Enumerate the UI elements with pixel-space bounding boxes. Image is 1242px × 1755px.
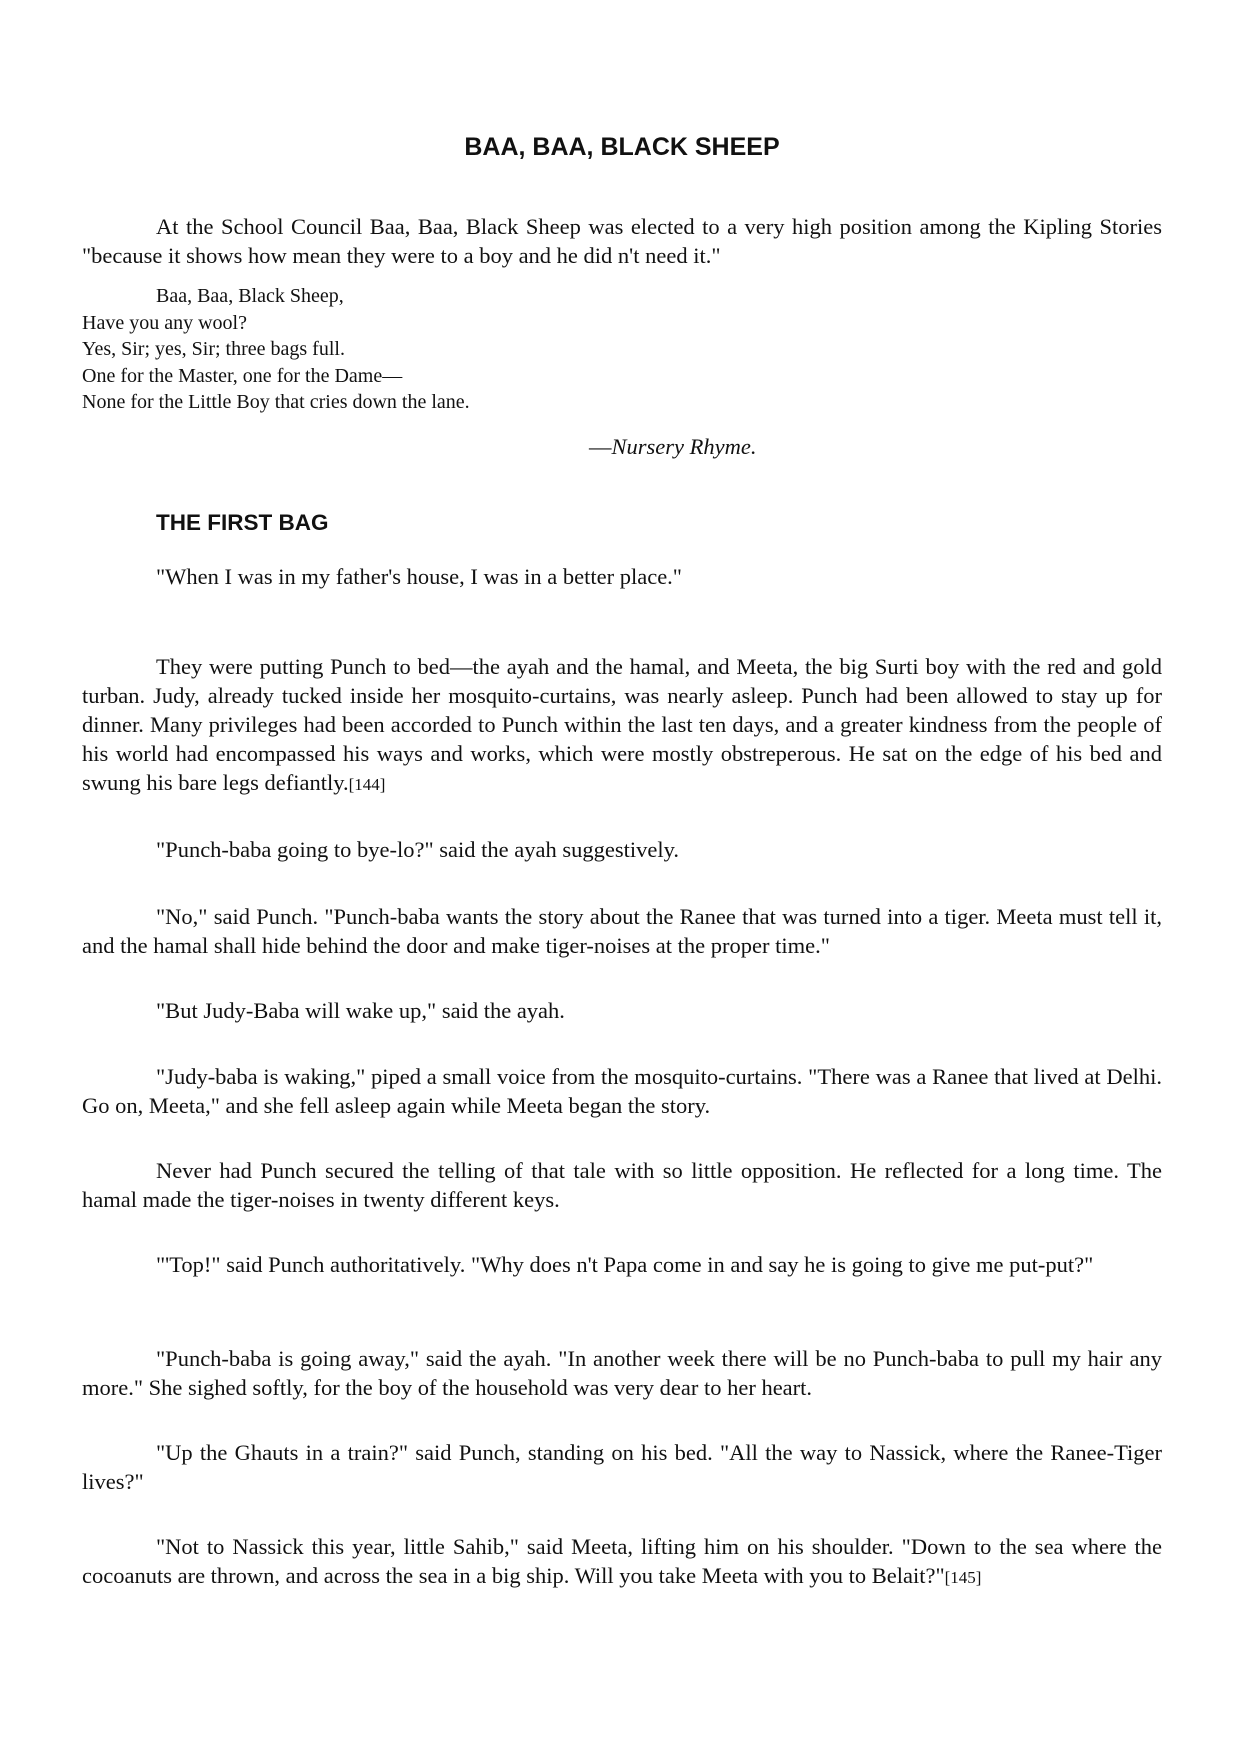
body-paragraph: "Up the Ghauts in a train?" said Punch, standing on his bed. "All the way to Nassick, where the Ranee-Tiger lives?" — [82, 1440, 1162, 1494]
body-paragraph: "Punch-baba is going away," said the ayah. "In another week there will be no Punch-baba to pull my hair any more." She sighed softly, for the boy of the household was very dear to her heart. — [82, 1346, 1162, 1400]
body-paragraph: "Judy-baba is waking," piped a small voice from the mosquito-curtains. "There was a Ranee that lived at Delhi. Go on, Meeta," and she fell asleep again while Meeta began the story. — [82, 1064, 1162, 1118]
attribution-source: Nursery Rhyme. — [611, 434, 757, 459]
document-title: BAA, BAA, BLACK SHEEP — [464, 133, 780, 161]
body-paragraph: "Punch-baba going to bye-lo?" said the ayah suggestively. — [156, 837, 680, 862]
poem-line: Yes, Sir; yes, Sir; three bags full. — [82, 338, 345, 360]
poem-line: Baa, Baa, Black Sheep, — [156, 285, 344, 307]
epigraph-attribution — [589, 432, 756, 461]
paragraph-text: They were putting Punch to bed—the ayah and the hamal, and Meeta, the big Surti boy with the red and gold turban. Judy, already tucked inside her mosquito-curtains, was nearly asleep. Punch had been allowed to stay up for dinner. Many privileges had been accorded to Punch within the last ten days, and a greater kindness from the people of his world had encompassed his ways and works, which were mostly obstreperous. He sat on the edge of his bed and swung his bare legs defiantly. — [82, 654, 1162, 795]
body-paragraph — [82, 652, 1162, 799]
body-paragraph: "No," said Punch. "Punch-baba wants the story about the Ranee that was turned into a tiger. Meeta must tell it, and the hamal shall hide behind the door and make tiger-noises at the proper time." — [82, 904, 1162, 958]
attribution-dash: — — [589, 434, 612, 459]
section-heading: THE FIRST BAG — [156, 510, 329, 535]
body-paragraph: "'Top!" said Punch authoritatively. "Why does n't Papa come in and say he is going to give me put-put?" — [156, 1252, 1094, 1277]
poem-line: None for the Little Boy that cries down the lane. — [82, 391, 470, 413]
intro-paragraph: At the School Council Baa, Baa, Black Sheep was elected to a very high position among the Kipling Stories "because it shows how mean they were to a boy and he did n't need it." — [82, 214, 1162, 268]
page-reference: [144] — [348, 775, 386, 794]
poem-line: One for the Master, one for the Dame— — [82, 364, 403, 387]
epigraph-poem — [82, 283, 782, 416]
body-paragraph: Never had Punch secured the telling of that tale with so little opposition. He reflected for a long time. The hamal made the tiger-noises in twenty different keys. — [82, 1158, 1162, 1212]
paragraph-text: "Not to Nassick this year, little Sahib," said Meeta, lifting him on his shoulder. "Down to the sea where the cocoanuts are thrown, and across the sea in a big ship. Will you take Meeta with you to Belait?" — [82, 1534, 1162, 1588]
page-reference: [145] — [944, 1568, 982, 1587]
poem-line: Have you any wool? — [82, 311, 247, 334]
body-paragraph — [82, 1532, 1162, 1592]
section-quote: "When I was in my father's house, I was in a better place." — [156, 564, 682, 589]
body-paragraph: "But Judy-Baba will wake up," said the ayah. — [156, 998, 565, 1023]
